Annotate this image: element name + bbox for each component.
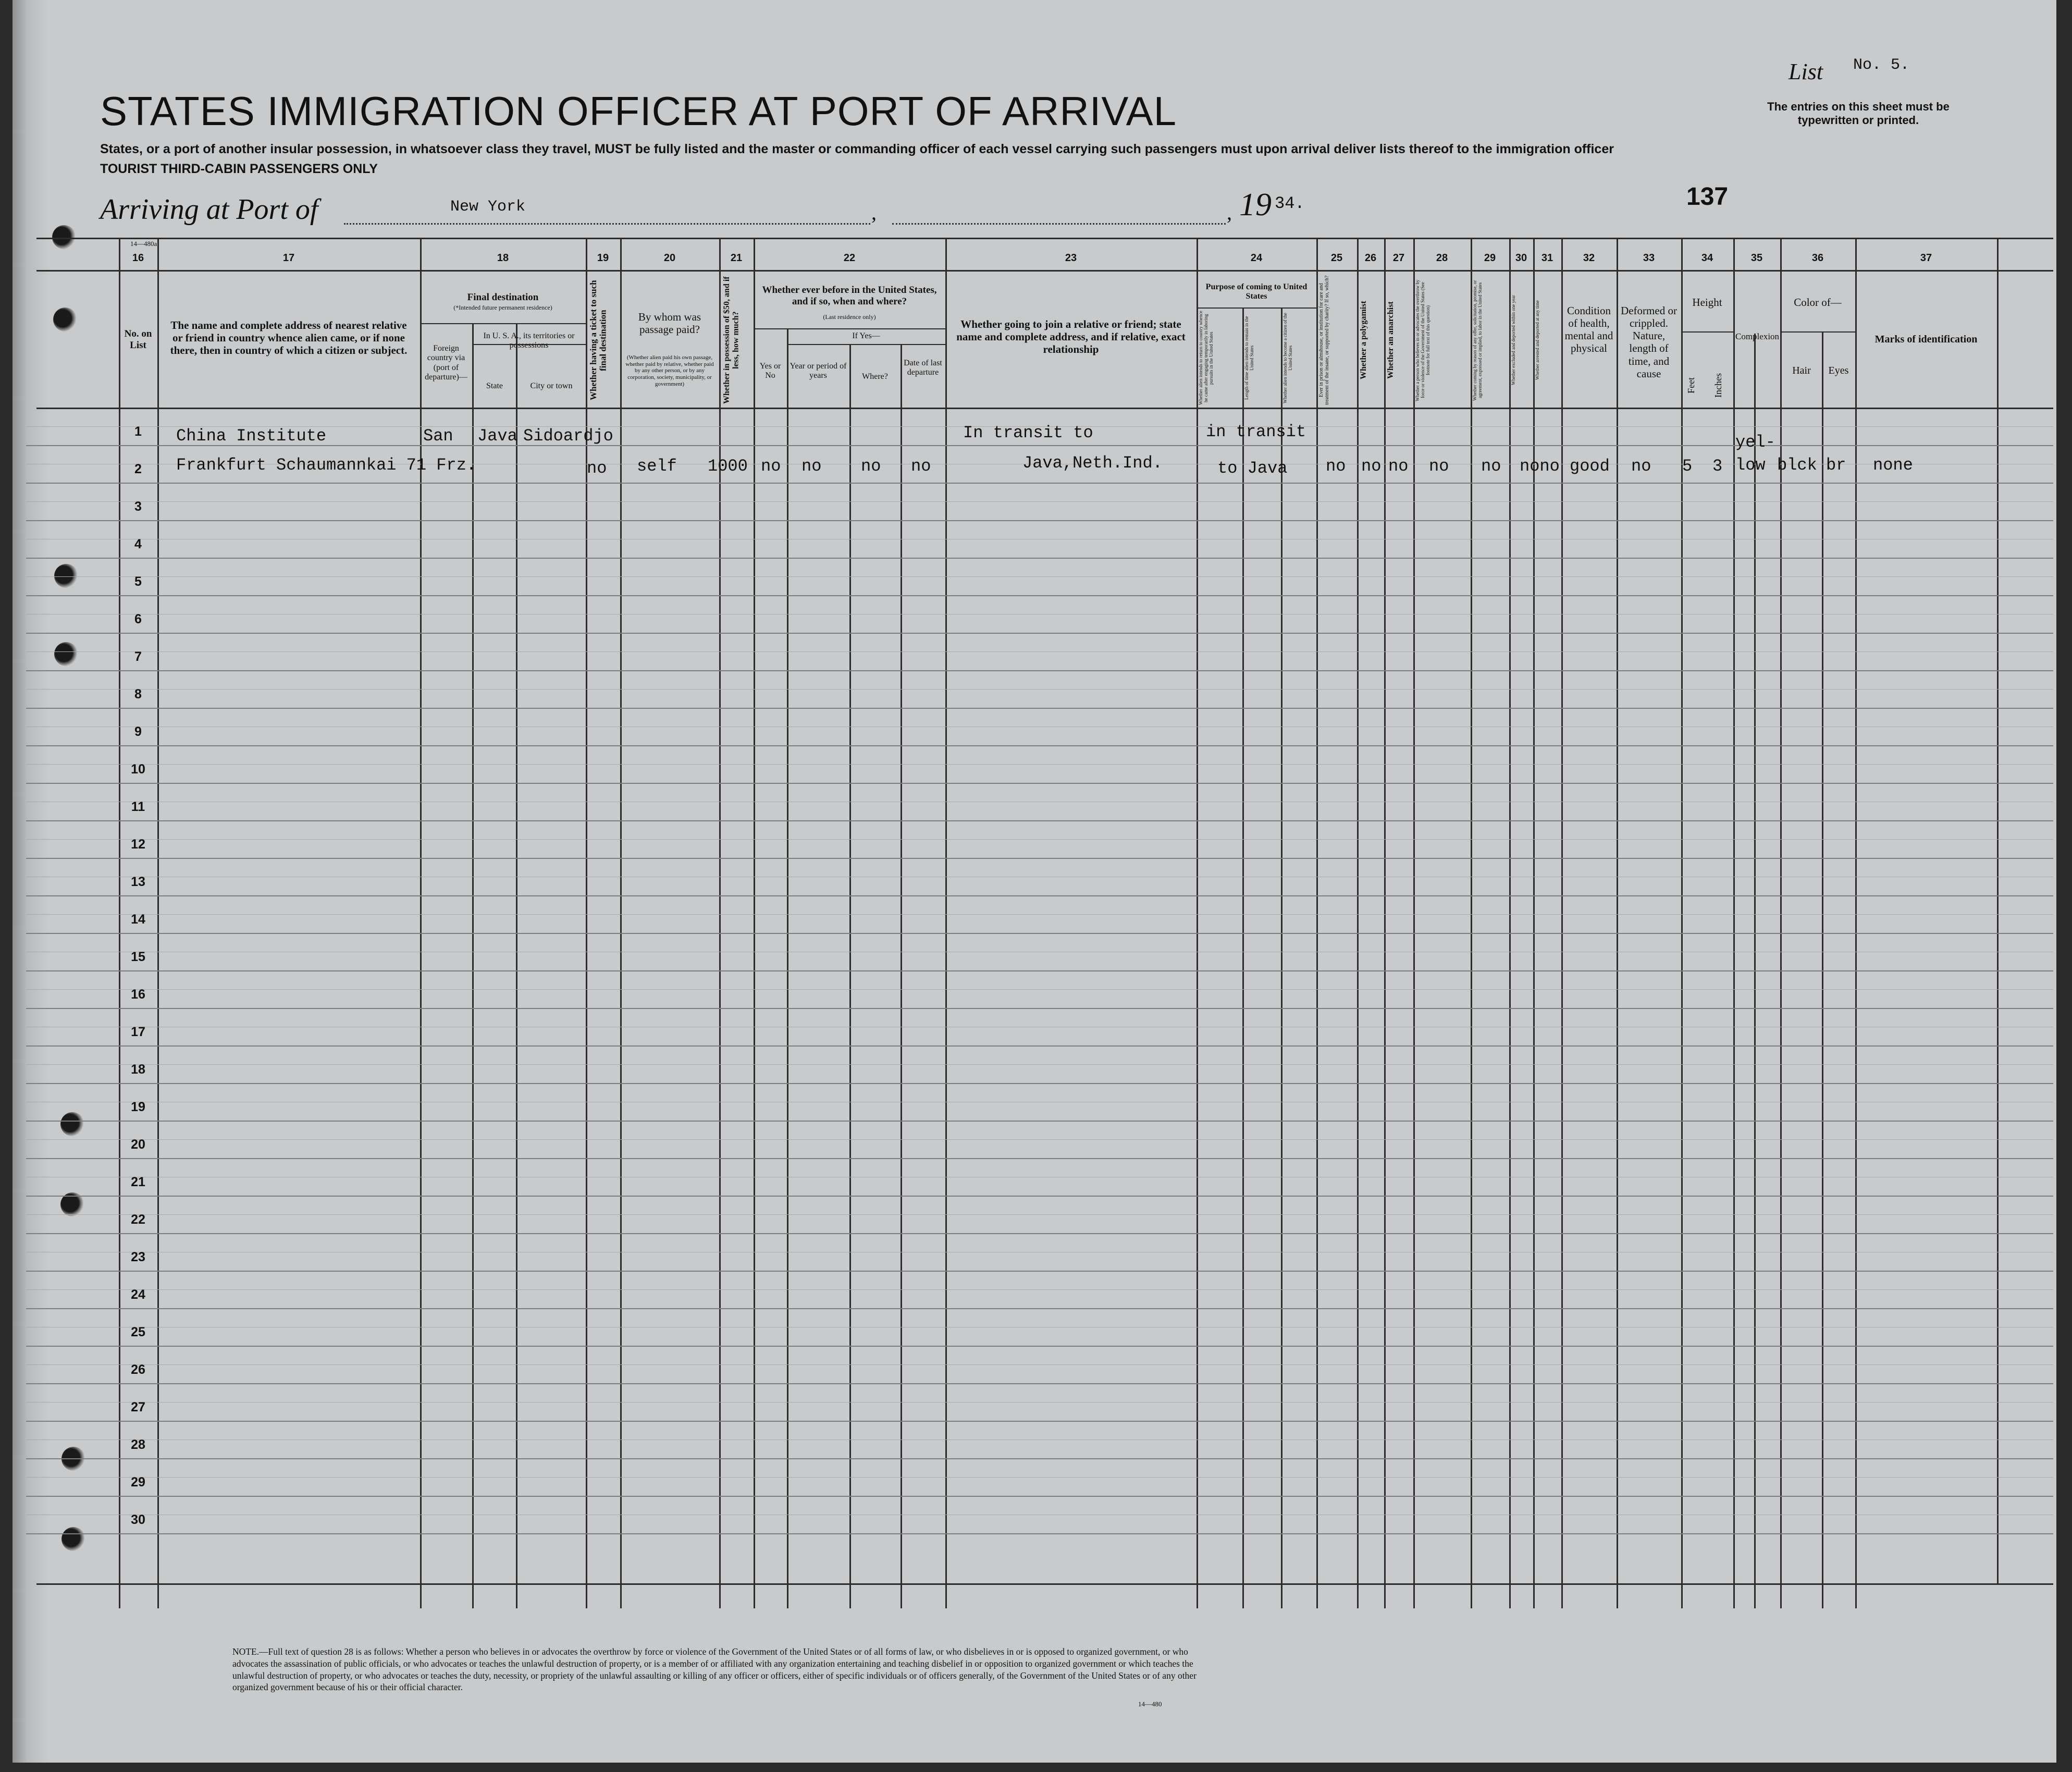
row-rule [26, 595, 2053, 596]
colnum-29: 29 [1484, 252, 1496, 264]
row-subrule [26, 689, 2053, 690]
colnum-16: 16 [132, 252, 144, 264]
entry-excluded-arrested: nono [1520, 457, 1560, 476]
header-purpose-a: Whether alien intends to return to country whence he came after engaging temporarily in laboring pursuits in the United States [1198, 311, 1214, 405]
row-rule [26, 1308, 2053, 1309]
year-prefix: 19 [1239, 187, 1272, 223]
entry-join-line1: In transit to [963, 423, 1093, 442]
arriving-label: Arriving at Port of [100, 193, 318, 226]
col-divider [849, 344, 851, 1608]
entry-year: no [801, 457, 822, 476]
header-offer: Whether coming by reason of any offer, solicitation, promise, or agreement, expressed or implied, to labor in the United States [1472, 280, 1483, 401]
header-passage-paid-sub: (Whether alien paid his own passage, whether paid by relative, whether paid by any other person, or by any corporation, society, municipality, or government) [625, 354, 714, 387]
table-bottom-border [36, 1583, 2053, 1585]
header-inches: Inches [1713, 373, 1723, 398]
colnum-17: 17 [282, 252, 295, 264]
entry-relative-line2: Frankfurt Schaumannkai 71 Frz. [176, 456, 477, 475]
colnum-37: 37 [1920, 252, 1932, 264]
entry-relative-line1: China Institute [176, 426, 327, 446]
row-subrule [26, 1364, 2053, 1365]
row-rule [26, 745, 2053, 746]
colnum-20: 20 [663, 252, 676, 264]
form-code: 14—480a [130, 240, 157, 248]
header-arrested: Whether arrested and deported at any time [1535, 300, 1540, 380]
row-rule [26, 633, 2053, 634]
row-number: 27 [131, 1400, 145, 1414]
col-divider [719, 238, 721, 1608]
header-purpose: Purpose of coming to United States [1205, 282, 1308, 301]
entry-ticket: no [587, 459, 607, 478]
row-rule [26, 820, 2053, 821]
colnum-32: 32 [1583, 252, 1595, 264]
header-complexion: Complexion [1735, 331, 1780, 341]
bound-edge [13, 0, 49, 1763]
header-polygamist: Whether a polygamist [1359, 301, 1368, 380]
header-purpose-c: Whether alien intends to become a citizen of the United States [1282, 313, 1293, 403]
row-subrule [26, 989, 2053, 990]
entry-complexion-line2: low [1735, 456, 1766, 475]
row-number: 22 [131, 1212, 145, 1227]
colnum-35: 35 [1750, 252, 1763, 264]
punch-hole [52, 225, 76, 249]
comma: , [871, 201, 877, 224]
entry-complexion-line1: yel- [1735, 433, 1775, 452]
header-no-on-list: No. on List [124, 328, 152, 351]
row-subrule [26, 501, 2053, 502]
header-foreign-country: Foreign country via (port of departure)— [425, 344, 467, 382]
entry-deformed: no [1631, 457, 1651, 476]
header-final-destination: Final destination [467, 292, 539, 303]
row-number: 8 [134, 687, 142, 702]
typewritten-note: The entries on this sheet must be typewritten or printed. [1767, 100, 1950, 127]
col-divider [1855, 238, 1857, 1608]
col-divider [1413, 238, 1415, 1608]
row-subrule [26, 1139, 2053, 1140]
header-marks: Marks of identification [1874, 334, 1978, 345]
colnum-31: 31 [1541, 252, 1553, 264]
col-divider [1242, 307, 1244, 1608]
date-line [892, 223, 1226, 225]
col-divider [1733, 238, 1735, 1608]
col-divider [945, 238, 947, 1608]
row-rule [26, 1458, 2053, 1459]
punch-hole [54, 642, 78, 666]
col-divider [1533, 238, 1535, 1608]
header-overthrow: Whether a person who believes in or advocates the overthrow by force or violence of the Government of the United States (See footnote for full text of this question) [1415, 279, 1430, 401]
row-rule [26, 670, 2053, 671]
column-number-line [36, 270, 2053, 272]
row-rule [26, 933, 2053, 934]
header-join-relative: Whether going to join a relative or friend; state name and complete address, and if relative, exact relationship [956, 318, 1186, 356]
colnum-19: 19 [597, 252, 609, 264]
header-before-sub: (Last residence only) [823, 313, 876, 321]
punch-hole [54, 564, 78, 588]
row-number: 9 [134, 724, 142, 739]
colnum-21: 21 [730, 252, 743, 264]
entry-hair: blck [1777, 456, 1817, 475]
entry-city: Sidoardjo [523, 426, 613, 446]
subheader-line [754, 328, 945, 329]
header-health: Condition of health, mental and physical [1564, 304, 1613, 355]
row-rule [26, 520, 2053, 521]
row-number: 7 [134, 649, 142, 664]
subheader-line [1197, 307, 1316, 309]
entry-before: no [761, 457, 781, 476]
row-rule [26, 1346, 2053, 1347]
entry-anarchist: no [1388, 457, 1409, 476]
header-excluded: Whether excluded and deported within one year [1511, 295, 1516, 386]
header-prison: Ever in prison or almshouse, or institution for care and treatment of the insane, or supported by charity? If so, which? [1318, 275, 1330, 405]
punch-hole [60, 1112, 84, 1136]
colnum-26: 26 [1364, 252, 1377, 264]
col-divider [1316, 238, 1318, 1608]
table-top-border [36, 238, 2053, 239]
col-divider [1509, 238, 1511, 1608]
subheader-line [1780, 331, 1855, 333]
row-number: 29 [131, 1475, 145, 1490]
row-number: 11 [131, 799, 145, 814]
entry-money: 1000 [708, 457, 748, 476]
header-height: Height [1692, 296, 1722, 309]
row-number: 21 [131, 1175, 145, 1189]
header-money: Whether in possession of $50, and if less, how much? [722, 276, 741, 404]
colnum-23: 23 [1065, 252, 1077, 264]
row-rule [26, 1158, 2053, 1159]
col-divider [1780, 238, 1782, 1608]
row-subrule [26, 1214, 2053, 1215]
row-number: 3 [134, 499, 142, 514]
header-state: State [486, 382, 503, 390]
header-year: Year or period of years [790, 362, 847, 380]
col-divider [1357, 238, 1359, 1608]
entry-prison: no [1326, 457, 1346, 476]
punch-hole [53, 307, 77, 331]
header-before-in-us: Whether ever before in the United States, and if so, when and where? [762, 285, 937, 307]
row-number: 4 [134, 537, 142, 551]
row-number: 14 [131, 912, 145, 927]
colnum-22: 22 [843, 252, 856, 264]
entry-foreign-country: San [423, 426, 453, 446]
col-divider [1384, 238, 1386, 1608]
header-city: City or town [530, 382, 573, 390]
row-number: 28 [131, 1437, 145, 1452]
footnote-form-code: 14—480 [1138, 1700, 1162, 1708]
row-rule [26, 1271, 2053, 1272]
col-divider [157, 238, 159, 1608]
row-number: 26 [131, 1362, 145, 1377]
col-divider [472, 323, 474, 1608]
header-deformed: Deformed or crippled. Nature, length of time, and cause [1621, 304, 1677, 380]
comma: , [1227, 201, 1232, 224]
row-rule [26, 858, 2053, 859]
row-rule [26, 1008, 2053, 1009]
punch-hole [61, 1527, 85, 1551]
entry-health: good [1570, 457, 1610, 476]
row-rule [26, 1045, 2053, 1047]
port-value: New York [450, 198, 526, 216]
page-subtitle: States, or a port of another insular possession, in whatsoever class they travel, MUST be fully listed and the master or commanding officer of each vessel carrying such passengers must upon arrival deliver lists thereof to the immigration officer [100, 142, 1614, 156]
header-relative-address: The name and complete address of nearest relative or friend in country whence alien came, or if none there, then in country of which a citizen or subject. [170, 319, 408, 357]
row-rule [26, 1196, 2053, 1197]
row-rule [26, 1496, 2053, 1497]
header-ticket: Whether having a ticket to such final destination [588, 280, 608, 401]
footnote-q28: NOTE.—Full text of question 28 is as follows: Whether a person who believes in or advocates the overthrow by force or violence of the Government of the United States or of all forms of law, or who disbelieves in or is opposed to organized government, or who advocates the assassination of public officials, or who advocates or teaches the unlawful destruction of property, or is a member of or affiliated with any organization entertaining and teaching disbelief in or opposition to organized government or which teaches the unlawful destruction of property, or who advocates or teaches the duty, necessity, or propriety of the unlawful assaulting or killing of any officer or officers, either of specific individuals or of officers generally, of the Government of the United States or of any other organized government because of his or their official character. [232, 1646, 1197, 1693]
row-number: 1 [134, 424, 142, 439]
row-rule [26, 1383, 2053, 1384]
subheader-line [420, 323, 586, 324]
row-subrule [26, 839, 2053, 840]
row-number: 25 [131, 1325, 145, 1339]
manifest-sheet [13, 0, 2056, 1763]
row-rule [26, 1421, 2053, 1422]
col-divider [1561, 238, 1563, 1608]
col-divider [901, 344, 902, 1608]
header-feet: Feet [1686, 377, 1696, 394]
row-subrule [26, 576, 2053, 577]
entry-marks: none [1873, 456, 1913, 475]
row-subrule [26, 914, 2053, 915]
row-rule [26, 708, 2053, 709]
colnum-30: 30 [1515, 252, 1527, 264]
row-rule [26, 895, 2053, 896]
row-number: 18 [131, 1062, 145, 1077]
header-if-yes: If Yes— [852, 331, 880, 340]
col-divider [1281, 307, 1282, 1608]
header-final-destination-sub: (*Intended future permanent residence) [453, 304, 552, 311]
col-divider [1471, 238, 1472, 1608]
row-rule [26, 1533, 2053, 1534]
subheader-line [1681, 331, 1733, 333]
col-divider [516, 323, 517, 1608]
entry-where: no [861, 457, 881, 476]
subheader-line [787, 344, 945, 345]
header-purpose-b: Length of time alien intends to remain in the United States [1244, 316, 1254, 400]
header-bottom-line [36, 408, 2053, 409]
row-rule [26, 783, 2053, 784]
entry-overthrow: no [1429, 457, 1449, 476]
row-number: 10 [131, 762, 145, 777]
list-label: List [1789, 59, 1823, 84]
row-subrule [26, 651, 2053, 652]
row-rule [26, 1233, 2053, 1234]
header-usa: In U. S. A., its territories or possessions [483, 331, 575, 350]
row-rule [26, 1083, 2053, 1084]
sheet-number: 137 [1686, 183, 1729, 211]
header-where: Where? [862, 372, 888, 381]
year-suffix: 34. [1275, 194, 1305, 213]
col-divider [1197, 238, 1198, 1608]
row-rule [26, 483, 2053, 484]
col-divider [754, 238, 755, 1608]
col-divider [620, 238, 622, 1608]
colnum-27: 27 [1392, 252, 1405, 264]
row-number: 17 [131, 1025, 145, 1039]
port-line [344, 223, 870, 225]
header-hair: Hair [1792, 365, 1811, 376]
header-yes-no: Yes or No [759, 362, 781, 380]
row-subrule [26, 1064, 2053, 1065]
entry-feet: 5 [1682, 457, 1693, 476]
entry-polygamist: no [1361, 457, 1382, 476]
colnum-24: 24 [1250, 252, 1263, 264]
row-number: 2 [134, 462, 142, 476]
col-divider [1997, 238, 1999, 1583]
header-date: Date of last departure [904, 359, 942, 377]
colnum-25: 25 [1330, 252, 1343, 264]
colnum-28: 28 [1436, 252, 1448, 264]
entry-paid-by: self [637, 457, 677, 476]
row-number: 13 [131, 875, 145, 889]
entry-inches: 3 [1712, 457, 1723, 476]
row-subrule [26, 1289, 2053, 1290]
row-subrule [26, 1439, 2053, 1440]
col-divider [1822, 331, 1823, 1608]
row-number: 24 [131, 1287, 145, 1302]
colnum-18: 18 [497, 252, 509, 264]
page-title: STATES IMMIGRATION OFFICER AT PORT OF ARRIVAL [100, 88, 1177, 134]
entry-purpose-line1: in transit [1206, 422, 1306, 441]
col-divider [420, 238, 422, 1608]
row-number: 15 [131, 950, 145, 964]
passenger-class: TOURIST THIRD-CABIN PASSENGERS ONLY [100, 162, 378, 176]
colnum-36: 36 [1811, 252, 1824, 264]
list-number: No. 5. [1853, 56, 1910, 74]
row-number: 12 [131, 837, 145, 852]
entry-purpose-line2: to Java [1217, 459, 1288, 478]
header-passage-paid: By whom was passage paid? [638, 311, 701, 336]
row-subrule [26, 764, 2053, 765]
entry-date: no [911, 457, 931, 476]
entry-state: Java [477, 426, 517, 446]
row-rule [26, 1121, 2053, 1122]
col-divider [1617, 238, 1618, 1608]
entry-offer: no [1481, 457, 1501, 476]
row-rule [26, 558, 2053, 559]
row-rule [26, 970, 2053, 971]
colnum-34: 34 [1701, 252, 1713, 264]
row-number: 30 [131, 1512, 145, 1527]
header-color-of: Color of— [1794, 296, 1842, 309]
row-number: 20 [131, 1137, 145, 1152]
row-number: 5 [134, 574, 142, 589]
row-number: 19 [131, 1100, 145, 1114]
row-number: 23 [131, 1250, 145, 1264]
row-number: 16 [131, 987, 145, 1002]
row-number: 6 [134, 612, 142, 626]
col-divider [1681, 238, 1683, 1608]
header-eyes: Eyes [1828, 365, 1849, 376]
entry-join-line2: Java,Neth.Ind. [1022, 453, 1163, 473]
colnum-33: 33 [1643, 252, 1655, 264]
header-anarchist: Whether an anarchist [1386, 301, 1395, 379]
entry-eyes: br [1826, 456, 1846, 475]
row-subrule [26, 1477, 2053, 1478]
